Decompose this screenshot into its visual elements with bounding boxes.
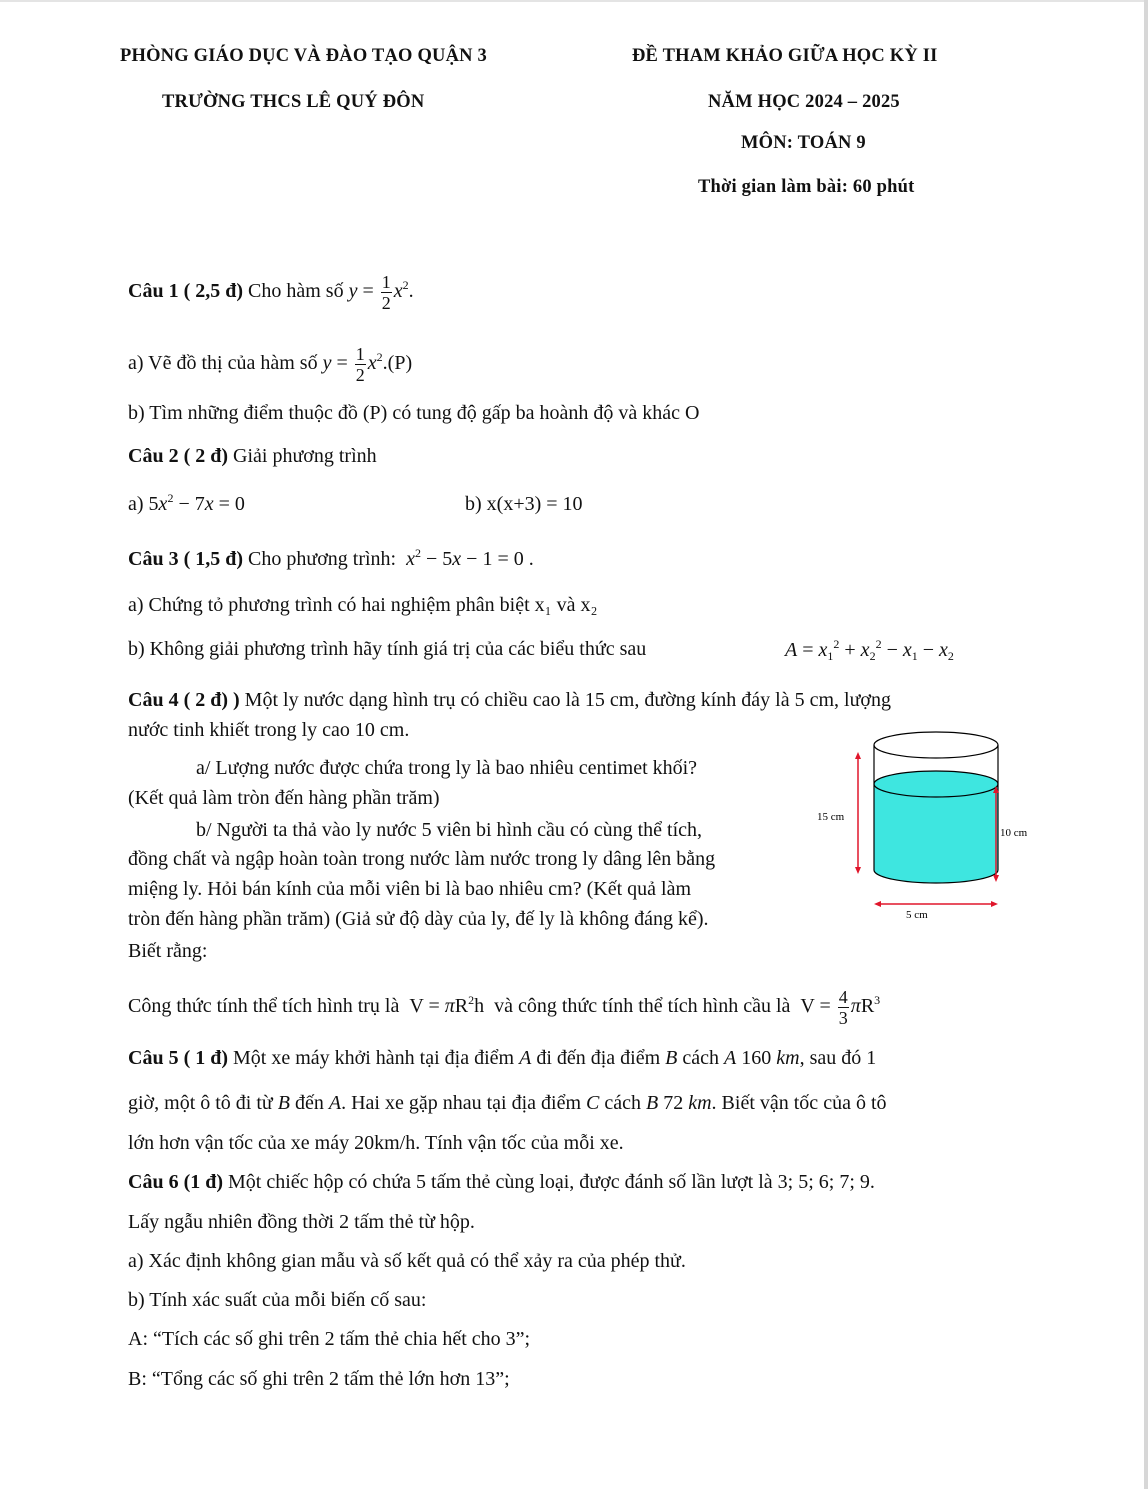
question-4-know: Biết rằng: [128, 940, 208, 962]
equation-2b: x(x+3) = 10 [486, 493, 583, 515]
expression-a: $A = x_1^2 + x_2^2 - x_1 - x_2$ [785, 637, 954, 663]
formula-text-cylinder: Công thức tính thể tích hình trụ là [128, 995, 400, 1018]
exam-time: Thời gian làm bài: 60 phút [698, 177, 915, 197]
question-4b-line4: tròn đến hàng phần trăm) (Giả sử độ dày của ly, đế ly là không đáng kể). [128, 908, 709, 930]
q5-text: cách [682, 1047, 720, 1069]
diameter-arrow-head-right [991, 901, 998, 907]
question-6a: a) Xác định không gian mẫu và số kết quả có thể xảy ra của phép thử. [128, 1250, 686, 1272]
question-4-line2: nước tinh khiết trong ly cao 10 cm. [128, 719, 410, 741]
cup-rim [874, 732, 998, 758]
height-arrow-head-top [855, 752, 861, 759]
question-2a-label: a) [128, 493, 144, 515]
water-surface [874, 771, 998, 797]
equation-3: $x^2 - 5x - 1 = 0$ . [406, 546, 534, 570]
question-1a-suffix: .(P) [382, 352, 413, 375]
school-name: TRƯỜNG THCS LÊ QUÝ ĐÔN [162, 92, 425, 112]
point-b: B [277, 1092, 290, 1114]
page-right-edge [1144, 0, 1148, 1489]
q5-text: , sau đó 1 [799, 1047, 877, 1069]
question-5-line2 [128, 1091, 887, 1115]
point-a: A [328, 1092, 342, 1114]
q5-text: đi đến địa điểm [536, 1047, 661, 1069]
question-2a [128, 492, 245, 516]
function-formula-p: y = $\frac{1}{2}$ $x^2$ [322, 344, 383, 385]
equation-2a: $5x^2 - 7x = 0$ [148, 491, 245, 515]
speed-difference: 20 [354, 1132, 375, 1154]
label-water: 10 cm [1000, 827, 1028, 839]
subject: MÔN: TOÁN 9 [741, 133, 866, 153]
question-1 [128, 272, 414, 313]
question-5-line1 [128, 1046, 876, 1070]
question-1-label: Câu 1 ( 2,5 đ) [128, 280, 244, 303]
question-5-label: Câu 5 ( 1 đ) [128, 1047, 229, 1069]
question-3-label: Câu 3 ( 1,5 đ) [128, 548, 244, 570]
water-arrow-head-bottom [993, 875, 999, 882]
formula-text-sphere: và công thức tính thể tích hình cầu là [494, 995, 791, 1018]
distance-bc: 72 [663, 1092, 684, 1114]
question-4b-line3: miệng ly. Hỏi bán kính của mỗi viên bi là bao nhiêu cm? (Kết quả làm [128, 878, 691, 900]
question-4-label: Câu 4 ( 2 đ) ) [128, 689, 240, 711]
event-b: B: “Tổng các số ghi trên 2 tấm thẻ lớn hơn 13”; [128, 1368, 510, 1390]
event-a: A: “Tích các số ghi trên 2 tấm thẻ chia hết cho 3”; [128, 1328, 531, 1350]
height-arrow-head-bottom [855, 867, 861, 874]
page-top-edge [0, 0, 1148, 2]
distance-ab: 160 [741, 1047, 772, 1069]
exam-title: ĐỀ THAM KHẢO GIỮA HỌC KỲ II [632, 46, 938, 66]
q5-text: lớn hơn vận tốc của xe máy [128, 1132, 350, 1154]
question-2-label: Câu 2 ( 2 đ) [128, 445, 229, 467]
question-5-line3 [128, 1131, 624, 1155]
question-4 [128, 688, 891, 712]
q5-text: Một xe máy khởi hành tại địa điểm [233, 1047, 515, 1069]
point-a: A [724, 1047, 737, 1069]
water-body [874, 784, 998, 883]
q5-text: giờ, một ô tô đi từ [128, 1092, 273, 1114]
question-1a-text: a) Vẽ đồ thị của hàm số [128, 352, 318, 375]
question-3a: a) Chứng tỏ phương trình có hai nghiệm phân biệt x₁ và x₂ [128, 594, 598, 616]
point-b: B [646, 1092, 659, 1114]
question-1b: b) Tìm những điểm thuộc đồ (P) có tung độ gấp ba hoành độ và khác O [128, 402, 700, 424]
question-2-text: Giải phương trình [233, 445, 377, 467]
school-year: NĂM HỌC 2024 – 2025 [708, 92, 900, 112]
question-6-line2: Lấy ngẫu nhiên đồng thời 2 tấm thẻ từ hộp. [128, 1211, 475, 1233]
question-1a [128, 344, 412, 385]
unit-km: km [776, 1047, 800, 1069]
q5-text: . Biết vận tốc của ô tô [711, 1092, 887, 1114]
question-6b: b) Tính xác suất của mỗi biến cố sau: [128, 1289, 427, 1311]
question-4a-line1: a/ Lượng nước được chứa trong ly là bao nhiêu centimet khối? [196, 757, 698, 779]
question-4a-line2: (Kết quả làm tròn đến hàng phần trăm) [128, 787, 440, 809]
cylinder-figure [800, 728, 1050, 928]
sphere-volume-formula: V = $\frac{4}{3}$ $\pi R^3$ [795, 987, 881, 1028]
point-a: A [519, 1047, 532, 1069]
question-4-line1: Một ly nước dạng hình trụ có chiều cao là 15 cm, đường kính đáy là 5 cm, lượng [244, 689, 892, 711]
label-diameter: 5 cm [906, 909, 928, 921]
function-formula: y = $\frac{1}{2}$ $x^2$. [348, 272, 414, 313]
question-3b: b) Không giải phương trình hãy tính giá trị của các biểu thức sau [128, 638, 647, 660]
cylinder-volume-formula: $V = \pi R^2h$ [404, 993, 490, 1018]
point-b: B [665, 1047, 678, 1069]
question-2 [128, 444, 377, 468]
question-2b-label: b) [465, 493, 482, 515]
point-c: C [586, 1092, 600, 1114]
question-3 [128, 547, 534, 571]
q5-text: đến [294, 1092, 324, 1114]
question-3-text: Cho phương trình: [248, 548, 397, 570]
q5-text: km/h. Tính vận tốc của mỗi xe. [374, 1132, 624, 1154]
q5-text: cách [604, 1092, 641, 1114]
question-6 [128, 1170, 875, 1194]
unit-km: km [688, 1092, 712, 1114]
label-height: 15 cm [817, 811, 845, 823]
question-4b-line1: b/ Người ta thả vào ly nước 5 viên bi hình cầu có cùng thể tích, [196, 819, 703, 841]
question-2b [465, 492, 583, 516]
question-4b-line2: đồng chất và ngập hoàn toàn trong nước làm nước trong ly dâng lên bằng [128, 848, 716, 870]
diameter-arrow-head-left [874, 901, 881, 907]
department-name: PHÒNG GIÁO DỤC VÀ ĐÀO TẠO QUẬN 3 [120, 46, 487, 66]
question-6-label: Câu 6 (1 đ) [128, 1171, 224, 1193]
question-1-text: Cho hàm số [248, 280, 344, 303]
question-6-line1: Một chiếc hộp có chứa 5 tấm thẻ cùng loại, được đánh số lần lượt là 3; 5; 6; 7; 9. [228, 1171, 875, 1193]
question-4-formulas [128, 987, 880, 1028]
q5-text: . Hai xe gặp nhau tại địa điểm [341, 1092, 582, 1114]
